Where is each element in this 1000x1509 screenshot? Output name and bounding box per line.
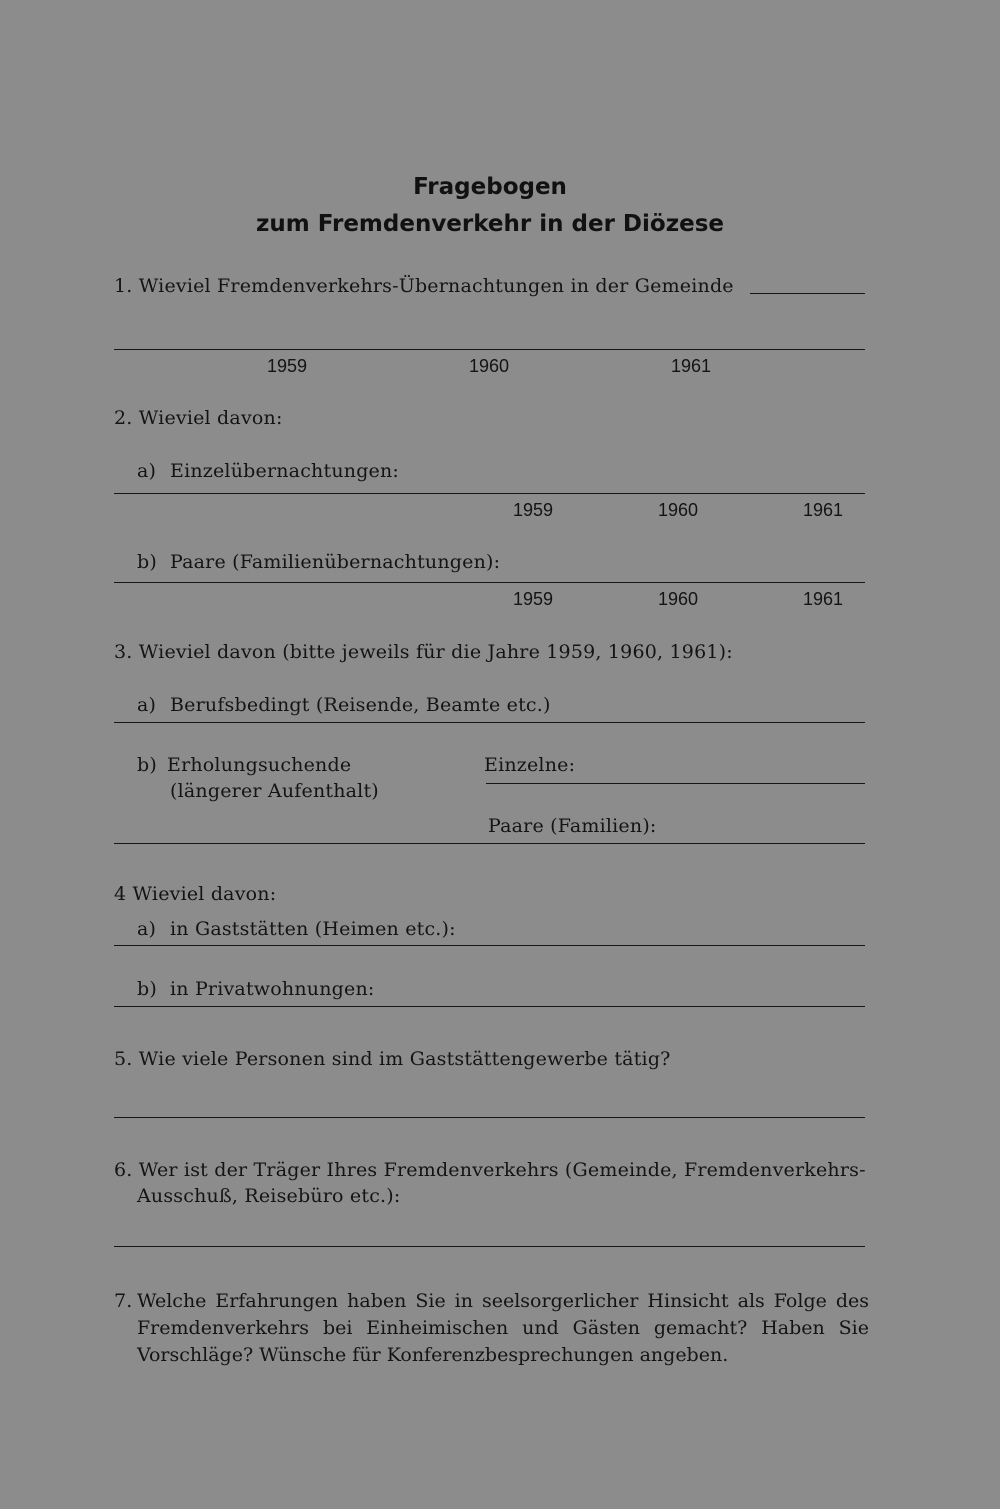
question-7-text: Welche Erfahrungen haben Sie in seelsorgerlicher Hinsicht als Folge des Fremdenverkehrs bei Einheimischen und Gästen gemacht? Haben Sie Vorschläge? Wünsche für Konferenzbesprechungen angeben. bbox=[137, 1290, 869, 1366]
q4b-label: b) bbox=[137, 978, 157, 1000]
q3a-text: Berufsbedingt (Reisende, Beamte etc.) bbox=[170, 694, 551, 716]
q2b-label: b) bbox=[137, 551, 157, 573]
q3b-paare-line[interactable] bbox=[114, 843, 865, 844]
q2a-year-1959: 1959 bbox=[513, 500, 554, 520]
q3a-answer-line[interactable] bbox=[114, 722, 865, 723]
question-2-text: 2. Wieviel davon: bbox=[114, 407, 283, 429]
q6-answer-line[interactable] bbox=[114, 1246, 865, 1247]
question-7-number: 7. bbox=[114, 1290, 133, 1312]
q3b-text-2: (längerer Aufenthalt) bbox=[170, 780, 379, 802]
question-4-text: 4 Wieviel davon: bbox=[114, 883, 277, 905]
q2b-year-1960: 1960 bbox=[658, 589, 699, 609]
q2a-text: Einzelübernachtungen: bbox=[170, 460, 400, 482]
question-6-text-2: Ausschuß, Reisebüro etc.): bbox=[137, 1185, 401, 1207]
q3a-label: a) bbox=[137, 694, 157, 716]
question-1-text: 1. Wieviel Fremdenverkehrs-Übernachtungen in der Gemeinde bbox=[114, 275, 734, 297]
q5-answer-line[interactable] bbox=[114, 1117, 865, 1118]
q4b-text: in Privatwohnungen: bbox=[170, 978, 375, 1000]
q1-year-1959: 1959 bbox=[267, 356, 308, 376]
form-title: Fragebogen bbox=[413, 174, 567, 200]
q2b-answer-line[interactable] bbox=[114, 582, 865, 583]
question-6-text: 6. Wer ist der Träger Ihres Fremdenverkehrs (Gemeinde, Fremdenverkehrs- bbox=[114, 1159, 866, 1181]
question-5-text: 5. Wie viele Personen sind im Gaststättengewerbe tätig? bbox=[114, 1048, 671, 1070]
q3b-paare-label: Paare (Familien): bbox=[488, 815, 657, 837]
q1-answer-line[interactable] bbox=[114, 349, 865, 350]
q1-community-blank[interactable] bbox=[750, 293, 865, 294]
q4a-label: a) bbox=[137, 918, 157, 940]
q2b-text: Paare (Familienübernachtungen): bbox=[170, 551, 501, 573]
q1-year-1961: 1961 bbox=[671, 356, 712, 376]
question-3-text: 3. Wieviel davon (bitte jeweils für die Jahre 1959, 1960, 1961): bbox=[114, 641, 733, 663]
q2a-year-1960: 1960 bbox=[658, 500, 699, 520]
q4b-answer-line[interactable] bbox=[114, 1006, 865, 1007]
q4a-answer-line[interactable] bbox=[114, 945, 865, 946]
q4a-text: in Gaststätten (Heimen etc.): bbox=[170, 918, 456, 940]
q2b-year-1961: 1961 bbox=[803, 589, 844, 609]
q2a-year-1961: 1961 bbox=[803, 500, 844, 520]
q3b-einzelne-line[interactable] bbox=[486, 783, 865, 784]
q3b-text: Erholungsuchende bbox=[167, 754, 352, 776]
q3b-label: b) bbox=[137, 754, 157, 776]
q1-year-1960: 1960 bbox=[469, 356, 510, 376]
q2b-year-1959: 1959 bbox=[513, 589, 554, 609]
q2a-label: a) bbox=[137, 460, 157, 482]
q2a-answer-line[interactable] bbox=[114, 493, 865, 494]
form-subtitle: zum Fremdenverkehr in der Diözese bbox=[256, 211, 724, 237]
q3b-einzelne-label: Einzelne: bbox=[484, 754, 576, 776]
